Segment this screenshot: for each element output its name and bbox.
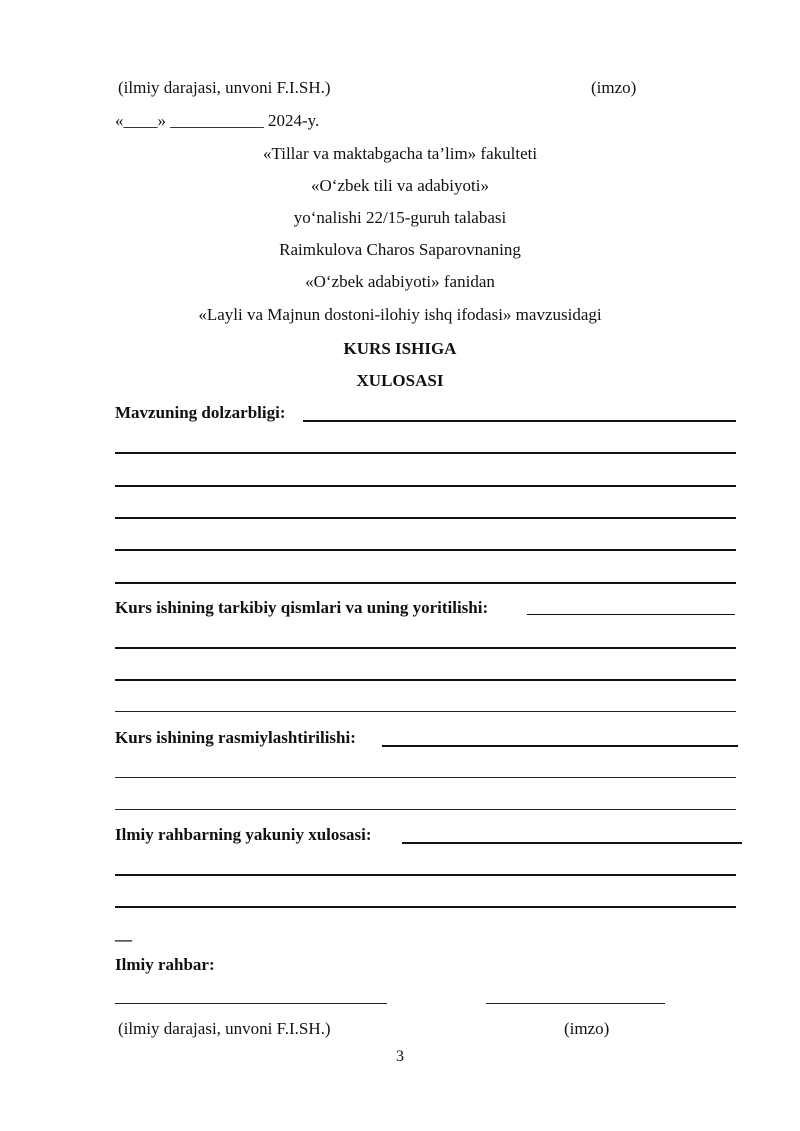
structure-line-1 bbox=[115, 647, 736, 649]
title-line-2: XULOSASI bbox=[356, 371, 444, 390]
conclusion-fill-line bbox=[402, 842, 742, 844]
relevance-line-3 bbox=[115, 517, 736, 519]
major-line: «O‘zbek tili va adabiyoti» bbox=[311, 176, 489, 195]
group-line: yo‘nalishi 22/15-guruh talabasi bbox=[293, 208, 507, 227]
supervisor-signature-label: (imzo) bbox=[564, 1019, 610, 1038]
relevance-line-5 bbox=[115, 582, 736, 584]
relevance-label: Mavzuning dolzarbligi: bbox=[115, 403, 286, 422]
formatting-line-2 bbox=[115, 809, 736, 810]
structure-line-3 bbox=[115, 711, 736, 712]
supervisor-name-line bbox=[115, 1003, 387, 1004]
supervisor-label: Ilmiy rahbar: bbox=[115, 955, 215, 974]
structure-label: Kurs ishining tarkibiy qismlari va uning yoritilishi: bbox=[115, 598, 489, 617]
relevance-line-2 bbox=[115, 485, 736, 487]
conclusion-label: Ilmiy rahbarning yakuniy xulosasi: bbox=[115, 825, 372, 844]
structure-line-2 bbox=[115, 679, 736, 681]
top-signature-label: (imzo) bbox=[591, 78, 637, 97]
formatting-line-1 bbox=[115, 777, 736, 778]
stray-dash: __ bbox=[115, 924, 132, 943]
supervisor-signature-line bbox=[486, 1003, 665, 1004]
topic-line: «Layli va Majnun dostoni-ilohiy ishq ifodasi» mavzusidagi bbox=[198, 305, 602, 324]
date-line: «____» ___________ 2024-y. bbox=[115, 111, 320, 130]
conclusion-line-1 bbox=[115, 874, 736, 876]
structure-fill-line bbox=[527, 614, 735, 615]
subject-line: «O‘zbek adabiyoti» fanidan bbox=[305, 272, 495, 291]
relevance-line-4 bbox=[115, 549, 736, 551]
top-degree-label: (ilmiy darajasi, unvoni F.I.SH.) bbox=[118, 78, 331, 97]
conclusion-line-2 bbox=[115, 906, 736, 908]
relevance-fill-line bbox=[303, 420, 736, 422]
page-number: 3 bbox=[396, 1048, 404, 1065]
formatting-label: Kurs ishining rasmiylashtirilishi: bbox=[115, 728, 356, 747]
student-line: Raimkulova Charos Saparovnaning bbox=[279, 240, 521, 259]
supervisor-degree-label: (ilmiy darajasi, unvoni F.I.SH.) bbox=[118, 1019, 331, 1038]
faculty-line: «Tillar va maktabgacha ta’lim» fakulteti bbox=[262, 144, 538, 163]
title-line-1: KURS ISHIGA bbox=[343, 339, 457, 358]
relevance-line-1 bbox=[115, 452, 736, 454]
formatting-fill-line bbox=[382, 745, 738, 747]
